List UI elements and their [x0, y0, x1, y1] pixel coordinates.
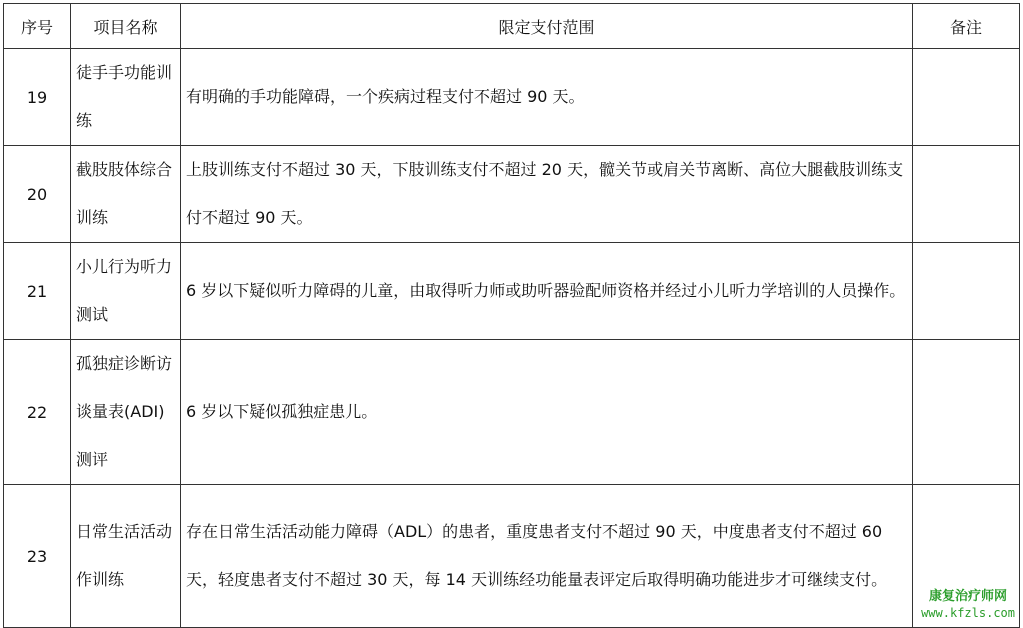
header-remark: 备注	[913, 4, 1020, 49]
watermark-name: 康复治疗师网	[929, 589, 1008, 604]
header-name: 项目名称	[71, 4, 181, 49]
table-row	[4, 49, 1020, 146]
header-limit: 限定支付范围	[181, 4, 913, 49]
remark-cell	[913, 49, 1020, 146]
payment-limit: 有明确的手功能障碍，一个疾病过程支付不超过 90 天。	[181, 49, 913, 146]
payment-scope-table	[3, 3, 1020, 628]
item-name: 小儿行为听力测试	[71, 243, 181, 340]
payment-limit: 存在日常生活活动能力障碍（ADL）的患者，重度患者支付不超过 90 天，中度患者支付不超过 60 天，轻度患者支付不超过 30 天，每 14 天训练经功能量表评定后取得明确功能进步才可继续支付。	[181, 485, 913, 628]
watermark-url: www.kfzls.com	[921, 606, 1015, 620]
item-name: 孤独症诊断访谈量表(ADI)测评	[71, 340, 181, 485]
row-number: 23	[4, 485, 71, 628]
remark-cell	[913, 243, 1020, 340]
item-name: 截肢肢体综合训练	[71, 146, 181, 243]
payment-limit: 6 岁以下疑似孤独症患儿。	[181, 340, 913, 485]
row-number: 22	[4, 340, 71, 485]
row-number: 21	[4, 243, 71, 340]
table-row	[4, 340, 1020, 485]
row-number: 19	[4, 49, 71, 146]
site-watermark	[921, 589, 1015, 621]
header-no: 序号	[4, 4, 71, 49]
table-row	[4, 243, 1020, 340]
row-number: 20	[4, 146, 71, 243]
remark-cell	[913, 146, 1020, 243]
payment-limit: 6 岁以下疑似听力障碍的儿童，由取得听力师或助听器验配师资格并经过小儿听力学培训的人员操作。	[181, 243, 913, 340]
table-header-row	[4, 4, 1020, 49]
item-name: 徒手手功能训练	[71, 49, 181, 146]
remark-cell	[913, 340, 1020, 485]
payment-limit: 上肢训练支付不超过 30 天，下肢训练支付不超过 20 天，髋关节或肩关节离断、高位大腿截肢训练支付不超过 90 天。	[181, 146, 913, 243]
table-row	[4, 146, 1020, 243]
table-row	[4, 485, 1020, 628]
item-name: 日常生活活动作训练	[71, 485, 181, 628]
